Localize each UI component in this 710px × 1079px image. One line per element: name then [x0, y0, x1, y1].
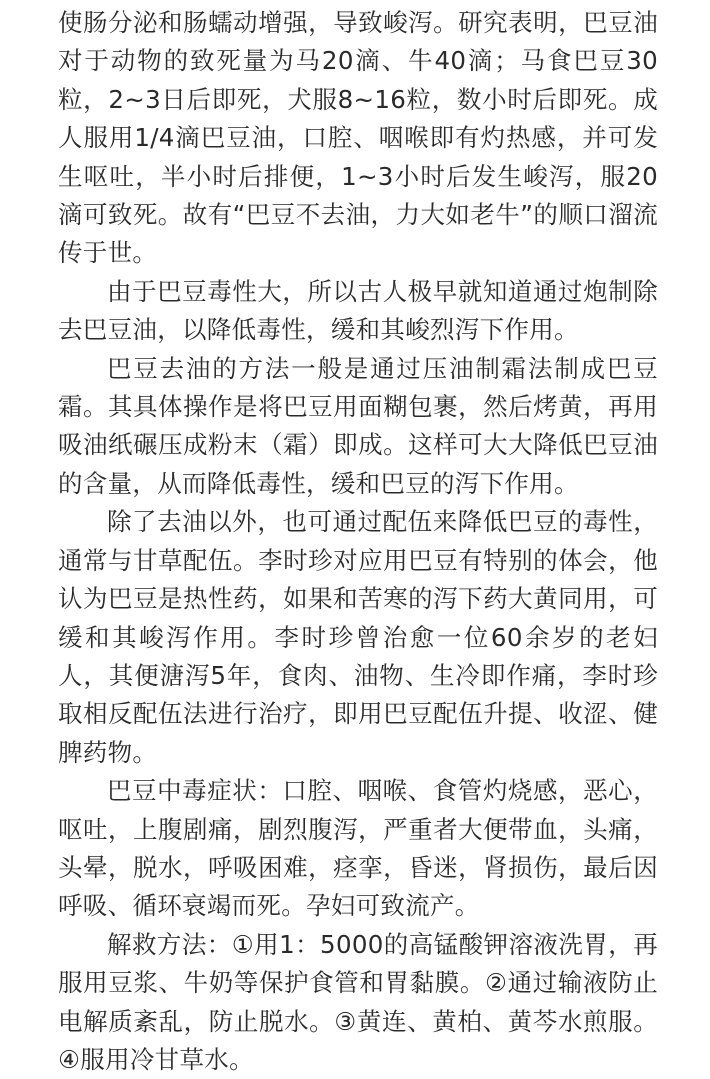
paragraph-deoiling-method: 巴豆去油的方法一般是通过压油制霜法制成巴豆霜。其具体操作是将巴豆用面糊包裹，然后烤黄，再用吸油纸碾压成粉末（霜）即成。这样可大大降低巴豆油的含量，从而降低毒性，缓和巴豆的泻下作用。	[58, 353, 658, 498]
paragraph-poisoning-symptoms: 巴豆中毒症状：口腔、咽喉、食管灼烧感，恶心，呕吐，上腹剧痛，剧烈腹泻，严重者大便带血，头痛，头晕，脱水，呼吸困难，痉挛，昏迷，肾损伤，最后因呼吸、循环衰竭而死。孕妇可致流产。	[58, 776, 658, 921]
paragraph-antidote: 解救方法：①用1：5000的高锰酸钾溶液洗胃，再服用豆浆、牛奶等保护食管和胃黏膜。②通过输液防止电解质紊乱，防止脱水。③黄连、黄柏、黄芩水煎服。④服用冷甘草水。	[58, 929, 658, 1074]
paragraph-compatibility: 除了去油以外，也可通过配伍来降低巴豆的毒性，通常与甘草配伍。李时珍对应用巴豆有特别的体会，他认为巴豆是热性药，如果和苦寒的泻下药大黄同用，可缓和其峻泻作用。李时珍曾治愈一位60余岁的老妇人，其便溏泻5年，食肉、油物、生冷即作痛，李时珍取相反配伍法进行治疗，即用巴豆配伍升提、收涩、健脾药物。	[58, 507, 658, 767]
paragraph-toxicity: 使肠分泌和肠蠕动增强，导致峻泻。研究表明，巴豆油对于动物的致死量为马20滴、牛40滴；马食巴豆30粒，2~3日后即死，犬服8~16粒，数小时后即死。成人服用1/4滴巴豆油，口腔、咽喉即有灼热感，并可发生呕吐，半小时后排便，1~3小时后发生峻泻，服20滴可致死。故有“巴豆不去油，力大如老牛”的顺口溜流传于世。	[58, 8, 658, 268]
paragraph-processing: 由于巴豆毒性大，所以古人极早就知道通过炮制除去巴豆油，以降低毒性，缓和其峻烈泻下作用。	[58, 276, 658, 345]
